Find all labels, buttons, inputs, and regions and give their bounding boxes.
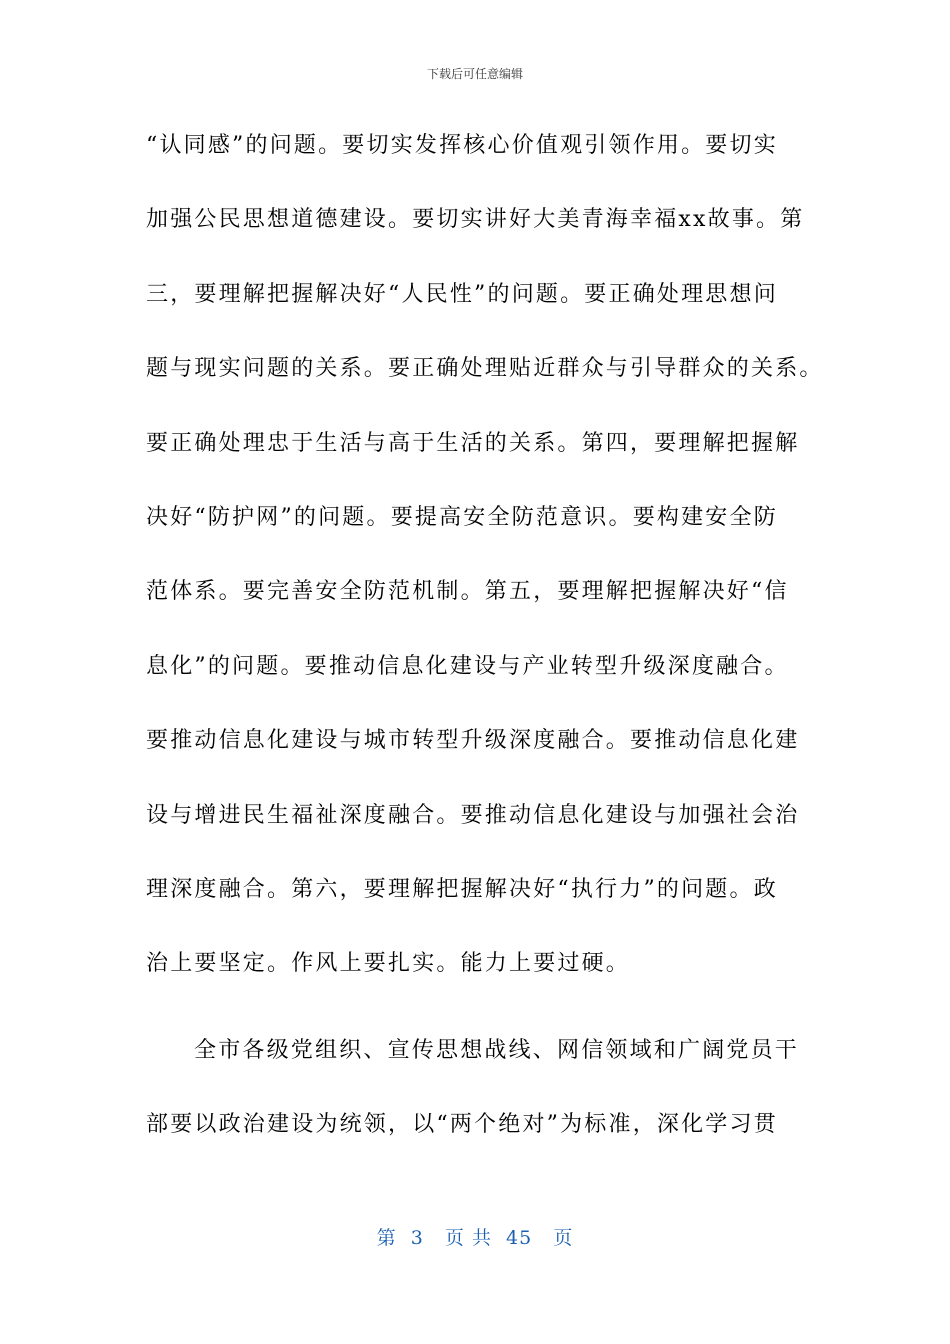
text-line: 要推动信息化建设与城市转型升级深度融合。要推动信息化建 — [146, 728, 800, 754]
text-line: “认同感”的问题。要切实发挥核心价值观引领作用。要切实 — [146, 133, 778, 158]
text-line: 全市各级党组织、宣传思想战线、网信领域和广阔党员干 — [194, 1037, 800, 1063]
text-line: 设与增进民生福祉深度融合。要推动信息化建设与加强社会治 — [146, 802, 800, 828]
page-header: 下载后可任意编辑 — [426, 67, 523, 81]
page-footer: 第 3 页 共 45 页 — [376, 1227, 574, 1249]
paragraph — [146, 1031, 808, 1180]
document-body — [146, 126, 824, 1179]
text-line: 要正确处理忠于生活与高于生活的关系。第四，要理解把握解 — [146, 430, 800, 456]
paragraph — [146, 126, 824, 1019]
text-line: 加强公民思想道德建设。要切实讲好大美青海幸福xx故事。第 — [146, 207, 805, 233]
text-line: 范体系。要完善安全防范机制。第五，要理解把握解决好“信 — [146, 579, 789, 605]
paragraph-gap — [146, 1019, 808, 1031]
text-line: 决好“防护网”的问题。要提高安全防范意识。要构建安全防 — [146, 504, 778, 530]
text-line: 治上要坚定。作风上要扎实。能力上要过硬。 — [146, 951, 631, 977]
text-line: 三，要理解把握解决好“人民性”的问题。要正确处理思想问 — [146, 281, 778, 307]
text-line: 部要以政治建设为统领，以“两个绝对”为标准，深化学习贯 — [146, 1112, 778, 1138]
text-line: 理深度融合。第六，要理解把握解决好“执行力”的问题。政 — [146, 876, 778, 902]
text-line: 题与现实问题的关系。要正确处理贴近群众与引导群众的关系。 — [146, 356, 824, 382]
text-line: 息化”的问题。要推动信息化建设与产业转型升级深度融合。 — [146, 653, 789, 679]
